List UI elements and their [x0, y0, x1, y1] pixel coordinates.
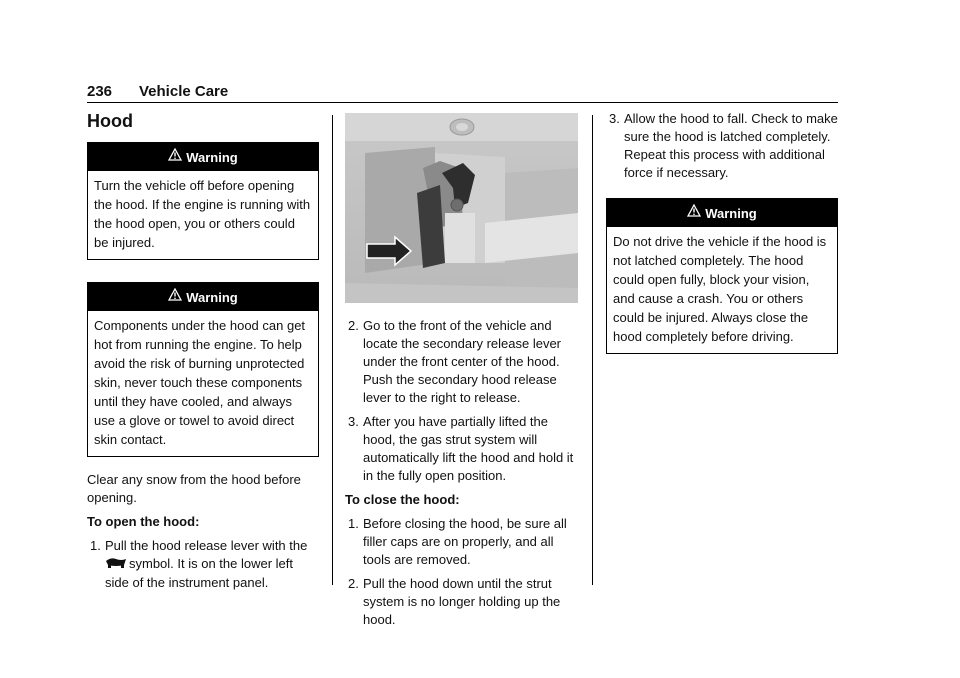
warning-header	[607, 199, 837, 227]
step-text: Pull the hood down until the strut system is no longer holding up the hood.	[363, 576, 561, 627]
step-number: 1.	[90, 538, 101, 553]
warning-text: Turn the vehicle off before opening the hood. If the engine is running with the hood open, you or others could be injured.	[94, 178, 311, 250]
step-number: 2.	[348, 576, 359, 591]
warning-label: Warning	[705, 206, 757, 221]
step-text: Allow the hood to fall. Check to make sure the hood is latched completely. Repeat this process with additional force if necessary.	[624, 111, 838, 180]
warning-triangle-icon	[687, 198, 701, 228]
warning-box	[87, 142, 319, 260]
step-number: 2.	[348, 318, 359, 333]
column-3	[606, 110, 838, 368]
open-hood-heading: To open the hood:	[87, 514, 200, 529]
column-1	[87, 110, 319, 598]
step-text: After you have partially lifted the hood, the gas strut system will automatically lift the hood and hold it in the fully open position.	[363, 414, 574, 483]
close-hood-heading: To close the hood:	[345, 492, 460, 507]
section-title: Hood	[87, 111, 133, 131]
header-rule	[87, 102, 838, 103]
chapter-title: Vehicle Care	[139, 83, 229, 100]
step-number: 1.	[348, 516, 359, 531]
snow-paragraph: Clear any snow from the hood before opening.	[87, 472, 301, 505]
page-header	[87, 83, 838, 103]
step-text: Go to the front of the vehicle and locate the secondary release lever under the front center of the hood. Push the secondary hood release lever to the right to release.	[363, 318, 562, 405]
page-number: 236	[87, 83, 113, 100]
list-item	[345, 413, 578, 485]
warning-header	[88, 143, 318, 171]
step-number: 3.	[609, 111, 620, 126]
warning-text: Components under the hood can get hot from running the engine. To help avoid the risk of burning unprotected skin, never touch these components until they have cooled, and always use a glove or towel to avoid direct skin contact.	[94, 318, 306, 447]
step-text: symbol. It is on the lower left side of the instrument panel.	[105, 556, 294, 590]
warning-label: Warning	[186, 150, 238, 165]
list-item	[87, 537, 319, 592]
warning-text: Do not drive the vehicle if the hood is not latched completely. The hood could open fully, block your vision, and cause a crash. You or others could be injured. Always close the hood completely before driving.	[613, 234, 827, 344]
warning-triangle-icon	[168, 142, 182, 172]
car-hood-icon	[105, 556, 127, 574]
warning-header	[88, 283, 318, 311]
column-2	[345, 110, 578, 635]
list-item	[606, 110, 838, 182]
column-divider	[592, 115, 593, 585]
step-text: Pull the hood release lever with the	[105, 538, 308, 553]
step-number: 3.	[348, 414, 359, 429]
warning-triangle-icon	[168, 282, 182, 312]
list-item	[345, 317, 578, 407]
list-item	[345, 515, 578, 569]
list-item	[345, 575, 578, 629]
column-divider	[332, 115, 333, 585]
warning-label: Warning	[186, 290, 238, 305]
warning-box	[87, 282, 319, 457]
warning-box	[606, 198, 838, 354]
hood-release-lever-photo	[345, 113, 578, 303]
step-text: Before closing the hood, be sure all filler caps are on properly, and all tools are removed.	[363, 516, 567, 567]
